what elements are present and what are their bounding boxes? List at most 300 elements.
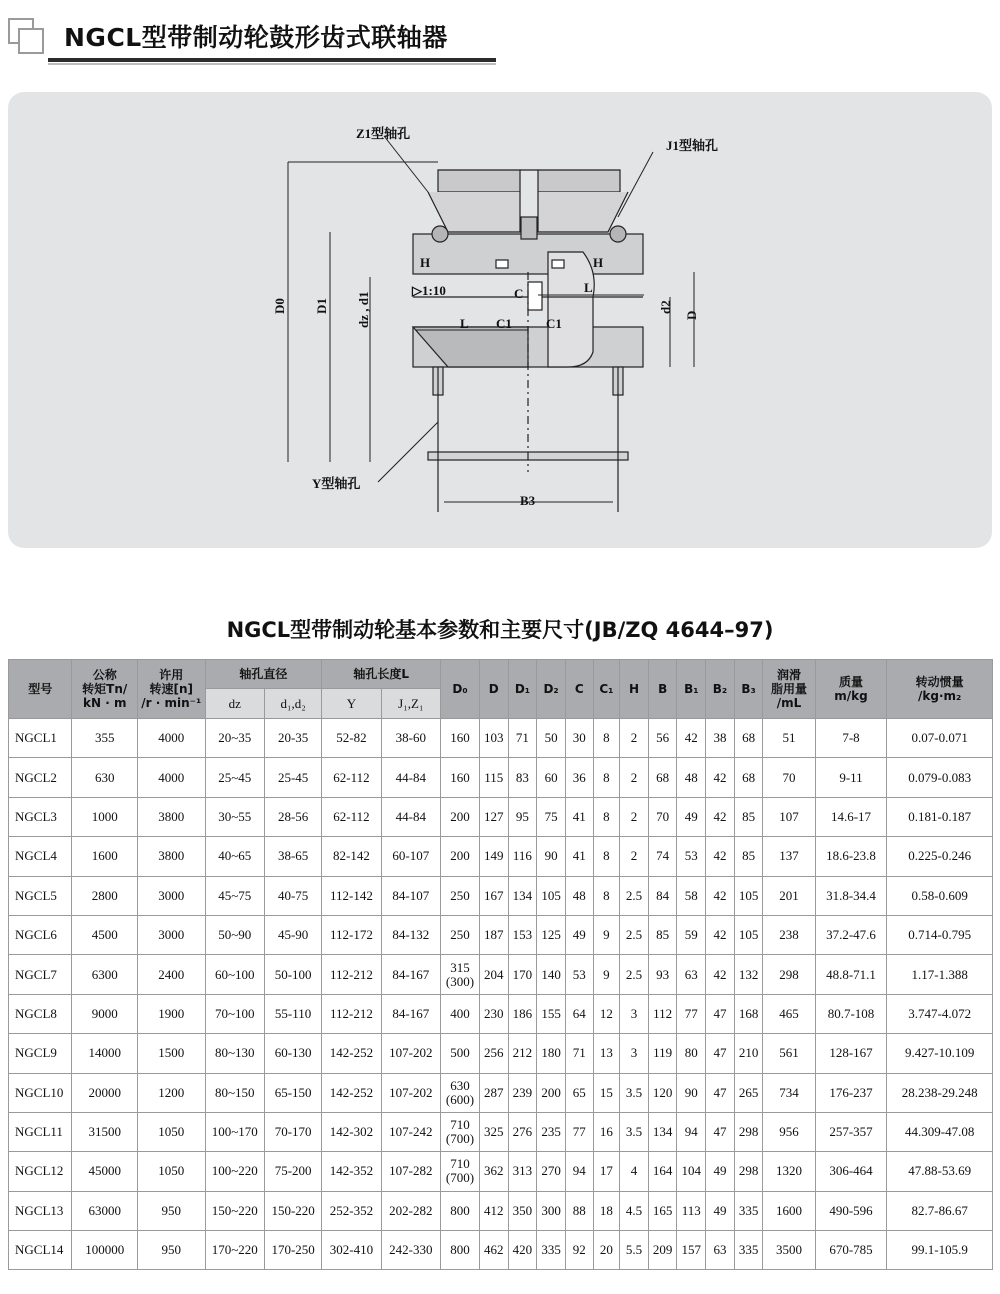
cell-d: 287 <box>479 1073 508 1112</box>
cell-model: NGCL10 <box>9 1073 72 1112</box>
cell-dz: 40~65 <box>205 837 264 876</box>
cell-d0-line: 315 <box>450 959 470 975</box>
table-row <box>9 1231 993 1270</box>
cell-b: 84 <box>648 876 677 915</box>
cell-d1: 71 <box>508 719 537 758</box>
cell-j1z1: 202-282 <box>381 1191 440 1230</box>
cell-d0-line: 200 <box>450 848 470 864</box>
cell-d0 <box>441 758 480 797</box>
cell-j1z1: 107-282 <box>381 1152 440 1191</box>
cell-b3: 105 <box>734 915 763 954</box>
cell-inertia: 0.58-0.609 <box>887 876 993 915</box>
cell-model: NGCL13 <box>9 1191 72 1230</box>
cell-b2: 49 <box>706 1191 735 1230</box>
table-row <box>9 1152 993 1191</box>
cell-d1d2: 60-130 <box>264 1034 321 1073</box>
cell-d: 412 <box>479 1191 508 1230</box>
cell-d: 149 <box>479 837 508 876</box>
cell-model: NGCL8 <box>9 994 72 1033</box>
cell-h: 5.5 <box>620 1231 649 1270</box>
cell-grease: 1600 <box>763 1191 815 1230</box>
label-b3: B3 <box>520 493 536 508</box>
cell-d0 <box>441 876 480 915</box>
cell-d0 <box>441 915 480 954</box>
cell-d: 115 <box>479 758 508 797</box>
table-row <box>9 1112 993 1151</box>
cell-b1: 48 <box>677 758 706 797</box>
cell-d0-line: 400 <box>450 1005 470 1021</box>
cell-b3: 168 <box>734 994 763 1033</box>
cell-h: 2.5 <box>620 876 649 915</box>
cell-speed: 4000 <box>137 758 205 797</box>
cell-d0-line: 630 <box>450 1077 470 1093</box>
cell-b2: 38 <box>706 719 735 758</box>
cell-b: 93 <box>648 955 677 994</box>
cell-b: 56 <box>648 719 677 758</box>
cell-grease: 3500 <box>763 1231 815 1270</box>
header-d1: D₁ <box>508 660 537 719</box>
cell-b2: 42 <box>706 797 735 836</box>
label-z1-bore: Z1型轴孔 <box>356 126 411 141</box>
cell-b3: 68 <box>734 719 763 758</box>
cell-inertia: 0.225-0.246 <box>887 837 993 876</box>
label-taper: ▷1:10 <box>412 283 446 298</box>
cell-mass: 31.8-34.4 <box>815 876 887 915</box>
cell-d0 <box>441 1152 480 1191</box>
cell-h: 4.5 <box>620 1191 649 1230</box>
cell-inertia: 99.1-105.9 <box>887 1231 993 1270</box>
cell-c1: 18 <box>593 1191 620 1230</box>
header-grease: 润滑 脂用量 /mL <box>763 660 815 719</box>
label-dz-d1: dz , d1 <box>356 291 371 328</box>
cell-b2: 42 <box>706 758 735 797</box>
cell-b: 112 <box>648 994 677 1033</box>
label-l-right: L <box>584 280 593 295</box>
cell-inertia: 9.427-10.109 <box>887 1034 993 1073</box>
cell-d1d2: 150-220 <box>264 1191 321 1230</box>
cell-c1: 9 <box>593 915 620 954</box>
cell-b: 85 <box>648 915 677 954</box>
cell-d1d2: 65-150 <box>264 1073 321 1112</box>
cell-mass: 7-8 <box>815 719 887 758</box>
cell-b: 68 <box>648 758 677 797</box>
cell-torque: 9000 <box>72 994 138 1033</box>
cell-dz: 100~220 <box>205 1152 264 1191</box>
cell-b: 70 <box>648 797 677 836</box>
cell-b3: 265 <box>734 1073 763 1112</box>
cell-j1z1: 44-84 <box>381 797 440 836</box>
cell-b1: 58 <box>677 876 706 915</box>
cell-b: 74 <box>648 837 677 876</box>
cell-mass: 80.7-108 <box>815 994 887 1033</box>
cell-model: NGCL12 <box>9 1152 72 1191</box>
cell-speed: 1900 <box>137 994 205 1033</box>
cell-d2: 50 <box>537 719 566 758</box>
cell-d1d2: 20-35 <box>264 719 321 758</box>
cell-d0-line: 160 <box>450 769 470 785</box>
cell-mass: 128-167 <box>815 1034 887 1073</box>
header-c1: C₁ <box>593 660 620 719</box>
cell-mass: 18.6-23.8 <box>815 837 887 876</box>
cell-dz: 70~100 <box>205 994 264 1033</box>
cell-mass: 37.2-47.6 <box>815 915 887 954</box>
cell-c1: 12 <box>593 994 620 1033</box>
cell-d1d2: 38-65 <box>264 837 321 876</box>
cell-mass: 48.8-71.1 <box>815 955 887 994</box>
cell-c1: 9 <box>593 955 620 994</box>
label-j1-bore: J1型轴孔 <box>666 138 719 153</box>
cell-grease: 201 <box>763 876 815 915</box>
cell-j1z1: 107-202 <box>381 1073 440 1112</box>
cell-c1: 8 <box>593 837 620 876</box>
cell-y: 112-142 <box>322 876 381 915</box>
header-mass: 质量 m/kg <box>815 660 887 719</box>
cell-b1: 113 <box>677 1191 706 1230</box>
cell-grease: 734 <box>763 1073 815 1112</box>
header-bore-length: 轴孔长度L <box>322 660 441 689</box>
cell-grease: 137 <box>763 837 815 876</box>
cell-d1: 313 <box>508 1152 537 1191</box>
cell-torque: 2800 <box>72 876 138 915</box>
header-inertia: 转动惯量 /kg·m₂ <box>887 660 993 719</box>
cell-torque: 100000 <box>72 1231 138 1270</box>
cell-dz: 150~220 <box>205 1191 264 1230</box>
header-b1: B₁ <box>677 660 706 719</box>
cell-c: 41 <box>565 797 593 836</box>
cell-b: 164 <box>648 1152 677 1191</box>
cell-d2: 335 <box>537 1231 566 1270</box>
cell-c: 92 <box>565 1231 593 1270</box>
cell-y: 302-410 <box>322 1231 381 1270</box>
cell-j1z1: 107-202 <box>381 1034 440 1073</box>
cell-dz: 50~90 <box>205 915 264 954</box>
cell-dz: 100~170 <box>205 1112 264 1151</box>
table-row <box>9 994 993 1033</box>
cell-d0-line: 160 <box>450 730 470 746</box>
cell-d0-line: 710 <box>450 1156 470 1172</box>
cell-b2: 42 <box>706 876 735 915</box>
cell-torque: 4500 <box>72 915 138 954</box>
cell-torque: 45000 <box>72 1152 138 1191</box>
cell-d0 <box>441 994 480 1033</box>
cell-b1: 59 <box>677 915 706 954</box>
cell-d0-line: (700) <box>445 1131 475 1147</box>
cell-b: 120 <box>648 1073 677 1112</box>
cell-c: 48 <box>565 876 593 915</box>
cell-j1z1: 38-60 <box>381 719 440 758</box>
cell-d0-line: (300) <box>445 973 475 989</box>
cell-d1: 212 <box>508 1034 537 1073</box>
cell-b2: 49 <box>706 1152 735 1191</box>
cell-d: 256 <box>479 1034 508 1073</box>
cell-torque: 1600 <box>72 837 138 876</box>
label-y-bore: Y型轴孔 <box>312 476 361 491</box>
cell-model: NGCL2 <box>9 758 72 797</box>
cell-d2: 90 <box>537 837 566 876</box>
cell-dz: 25~45 <box>205 758 264 797</box>
cell-c: 53 <box>565 955 593 994</box>
cell-b1: 157 <box>677 1231 706 1270</box>
cell-dz: 170~220 <box>205 1231 264 1270</box>
label-h-right: H <box>593 255 604 270</box>
cell-b: 119 <box>648 1034 677 1073</box>
cell-c: 41 <box>565 837 593 876</box>
cell-inertia: 0.714-0.795 <box>887 915 993 954</box>
cell-d: 204 <box>479 955 508 994</box>
cell-b2: 47 <box>706 1034 735 1073</box>
header-h: H <box>620 660 649 719</box>
cell-torque: 63000 <box>72 1191 138 1230</box>
cell-d: 127 <box>479 797 508 836</box>
header-d0: D₀ <box>441 660 480 719</box>
cell-h: 2 <box>620 719 649 758</box>
cell-b: 134 <box>648 1112 677 1151</box>
cell-d0-line: (700) <box>445 1170 475 1186</box>
cell-b: 209 <box>648 1231 677 1270</box>
cell-model: NGCL14 <box>9 1231 72 1270</box>
cell-b: 165 <box>648 1191 677 1230</box>
cell-h: 2.5 <box>620 915 649 954</box>
cell-b2: 42 <box>706 915 735 954</box>
cell-speed: 3800 <box>137 837 205 876</box>
cell-mass: 670-785 <box>815 1231 887 1270</box>
title-underline <box>48 58 496 62</box>
cell-model: NGCL1 <box>9 719 72 758</box>
cell-b2: 47 <box>706 994 735 1033</box>
label-d: D <box>684 310 699 320</box>
cell-d1d2: 40-75 <box>264 876 321 915</box>
cell-y: 52-82 <box>322 719 381 758</box>
cell-c1: 15 <box>593 1073 620 1112</box>
cell-torque: 20000 <box>72 1073 138 1112</box>
cell-dz: 45~75 <box>205 876 264 915</box>
cell-h: 2.5 <box>620 955 649 994</box>
cell-mass: 9-11 <box>815 758 887 797</box>
cell-b3: 85 <box>734 797 763 836</box>
cell-b3: 210 <box>734 1034 763 1073</box>
cell-b3: 105 <box>734 876 763 915</box>
cell-c: 36 <box>565 758 593 797</box>
cell-d0 <box>441 1231 480 1270</box>
cell-d2: 300 <box>537 1191 566 1230</box>
header-model: 型号 <box>9 660 72 719</box>
cell-speed: 3000 <box>137 876 205 915</box>
cell-d2: 235 <box>537 1112 566 1151</box>
cell-d2: 60 <box>537 758 566 797</box>
cell-torque: 1000 <box>72 797 138 836</box>
cell-y: 252-352 <box>322 1191 381 1230</box>
cell-c: 30 <box>565 719 593 758</box>
label-d1: D1 <box>314 298 329 314</box>
cell-b3: 298 <box>734 1152 763 1191</box>
cell-c: 65 <box>565 1073 593 1112</box>
cell-speed: 950 <box>137 1231 205 1270</box>
cell-d1: 153 <box>508 915 537 954</box>
header-c: C <box>565 660 593 719</box>
cell-model: NGCL3 <box>9 797 72 836</box>
cell-b1: 90 <box>677 1073 706 1112</box>
cell-speed: 3800 <box>137 797 205 836</box>
cell-d1: 276 <box>508 1112 537 1151</box>
cell-y: 112-172 <box>322 915 381 954</box>
cell-d1: 134 <box>508 876 537 915</box>
cell-b1: 104 <box>677 1152 706 1191</box>
cell-mass: 176-237 <box>815 1073 887 1112</box>
cell-d: 230 <box>479 994 508 1033</box>
table-row <box>9 719 993 758</box>
cell-d1: 350 <box>508 1191 537 1230</box>
cell-b3: 335 <box>734 1231 763 1270</box>
table-row <box>9 758 993 797</box>
cell-c: 94 <box>565 1152 593 1191</box>
cell-b2: 42 <box>706 837 735 876</box>
cell-d: 462 <box>479 1231 508 1270</box>
cell-y: 82-142 <box>322 837 381 876</box>
cell-inertia: 1.17-1.388 <box>887 955 993 994</box>
cell-dz: 80~150 <box>205 1073 264 1112</box>
cell-b3: 85 <box>734 837 763 876</box>
cell-d0 <box>441 837 480 876</box>
table-row <box>9 1073 993 1112</box>
cell-j1z1: 84-167 <box>381 955 440 994</box>
title-underline-shadow <box>48 63 496 65</box>
cell-b1: 53 <box>677 837 706 876</box>
cell-c: 71 <box>565 1034 593 1073</box>
label-d2: d2 <box>658 300 673 314</box>
cell-c: 49 <box>565 915 593 954</box>
cell-c: 77 <box>565 1112 593 1151</box>
cell-d0-line: (600) <box>445 1091 475 1107</box>
cell-torque: 355 <box>72 719 138 758</box>
cell-dz: 80~130 <box>205 1034 264 1073</box>
cell-mass: 490-596 <box>815 1191 887 1230</box>
cell-d1: 170 <box>508 955 537 994</box>
cell-d1d2: 50-100 <box>264 955 321 994</box>
cell-d0 <box>441 955 480 994</box>
cell-j1z1: 44-84 <box>381 758 440 797</box>
cell-b1: 63 <box>677 955 706 994</box>
header-d: D <box>479 660 508 719</box>
cell-h: 2 <box>620 758 649 797</box>
cell-d2: 125 <box>537 915 566 954</box>
cell-d1: 95 <box>508 797 537 836</box>
cell-dz: 30~55 <box>205 797 264 836</box>
cell-torque: 630 <box>72 758 138 797</box>
cell-d0 <box>441 1112 480 1151</box>
cell-torque: 31500 <box>72 1112 138 1151</box>
label-c1-right: C1 <box>546 316 562 331</box>
cell-c1: 8 <box>593 758 620 797</box>
cell-grease: 1320 <box>763 1152 815 1191</box>
shafts <box>413 272 643 512</box>
cell-y: 112-212 <box>322 994 381 1033</box>
cell-b2: 63 <box>706 1231 735 1270</box>
cell-c1: 16 <box>593 1112 620 1151</box>
cell-d0-line: 500 <box>450 1045 470 1061</box>
cell-speed: 1200 <box>137 1073 205 1112</box>
cell-d: 167 <box>479 876 508 915</box>
cell-d2: 155 <box>537 994 566 1033</box>
cell-model: NGCL6 <box>9 915 72 954</box>
cell-j1z1: 84-107 <box>381 876 440 915</box>
cell-inertia: 3.747-4.072 <box>887 994 993 1033</box>
cell-speed: 1050 <box>137 1112 205 1151</box>
cell-j1z1: 242-330 <box>381 1231 440 1270</box>
header-b3: B₃ <box>734 660 763 719</box>
cell-grease: 298 <box>763 955 815 994</box>
cell-dz: 60~100 <box>205 955 264 994</box>
label-d0: D0 <box>272 298 287 314</box>
cell-model: NGCL7 <box>9 955 72 994</box>
cell-y: 62-112 <box>322 797 381 836</box>
page-title: NGCL型带制动轮鼓形齿式联轴器 <box>64 23 448 52</box>
cell-c1: 13 <box>593 1034 620 1073</box>
page-header <box>0 0 1000 70</box>
cell-d: 362 <box>479 1152 508 1191</box>
cell-c1: 8 <box>593 797 620 836</box>
cell-d0 <box>441 1034 480 1073</box>
label-h-left: H <box>420 255 431 270</box>
header-b: B <box>648 660 677 719</box>
table-row <box>9 955 993 994</box>
cell-d1d2: 25-45 <box>264 758 321 797</box>
cell-d0-line: 800 <box>450 1202 470 1218</box>
table-row <box>9 837 993 876</box>
cell-c: 64 <box>565 994 593 1033</box>
cell-d2: 105 <box>537 876 566 915</box>
cell-speed: 1050 <box>137 1152 205 1191</box>
cell-y: 142-302 <box>322 1112 381 1151</box>
cell-d1: 420 <box>508 1231 537 1270</box>
cell-d2: 180 <box>537 1034 566 1073</box>
cell-speed: 950 <box>137 1191 205 1230</box>
cell-b3: 68 <box>734 758 763 797</box>
cell-d1d2: 75-200 <box>264 1152 321 1191</box>
cell-speed: 2400 <box>137 955 205 994</box>
cell-grease: 107 <box>763 797 815 836</box>
table-row <box>9 876 993 915</box>
cell-d1d2: 70-170 <box>264 1112 321 1151</box>
cell-d0-line: 710 <box>450 1117 470 1133</box>
table-row <box>9 915 993 954</box>
label-c1-left: C1 <box>496 316 512 331</box>
cell-inertia: 0.079-0.083 <box>887 758 993 797</box>
cell-d2: 270 <box>537 1152 566 1191</box>
header-dz: dz <box>205 689 264 719</box>
cell-inertia: 47.88-53.69 <box>887 1152 993 1191</box>
cell-h: 3 <box>620 1034 649 1073</box>
cell-d: 325 <box>479 1112 508 1151</box>
label-l-left: L <box>460 316 469 331</box>
cell-dz: 20~35 <box>205 719 264 758</box>
cell-b2: 47 <box>706 1073 735 1112</box>
cell-d1d2: 55-110 <box>264 994 321 1033</box>
cell-d2: 75 <box>537 797 566 836</box>
cell-model: NGCL9 <box>9 1034 72 1073</box>
cell-d1: 239 <box>508 1073 537 1112</box>
cell-h: 3.5 <box>620 1112 649 1151</box>
cell-speed: 1500 <box>137 1034 205 1073</box>
table-row <box>9 1191 993 1230</box>
cell-y: 112-212 <box>322 955 381 994</box>
header-d1d2: d₁,d₂ <box>264 689 321 719</box>
cell-d0 <box>441 1191 480 1230</box>
coupling-cross-section-diagram <box>8 92 992 548</box>
header-y: Y <box>322 689 381 719</box>
spec-table-body <box>9 719 993 1270</box>
cell-c1: 8 <box>593 719 620 758</box>
cell-mass: 14.6-17 <box>815 797 887 836</box>
